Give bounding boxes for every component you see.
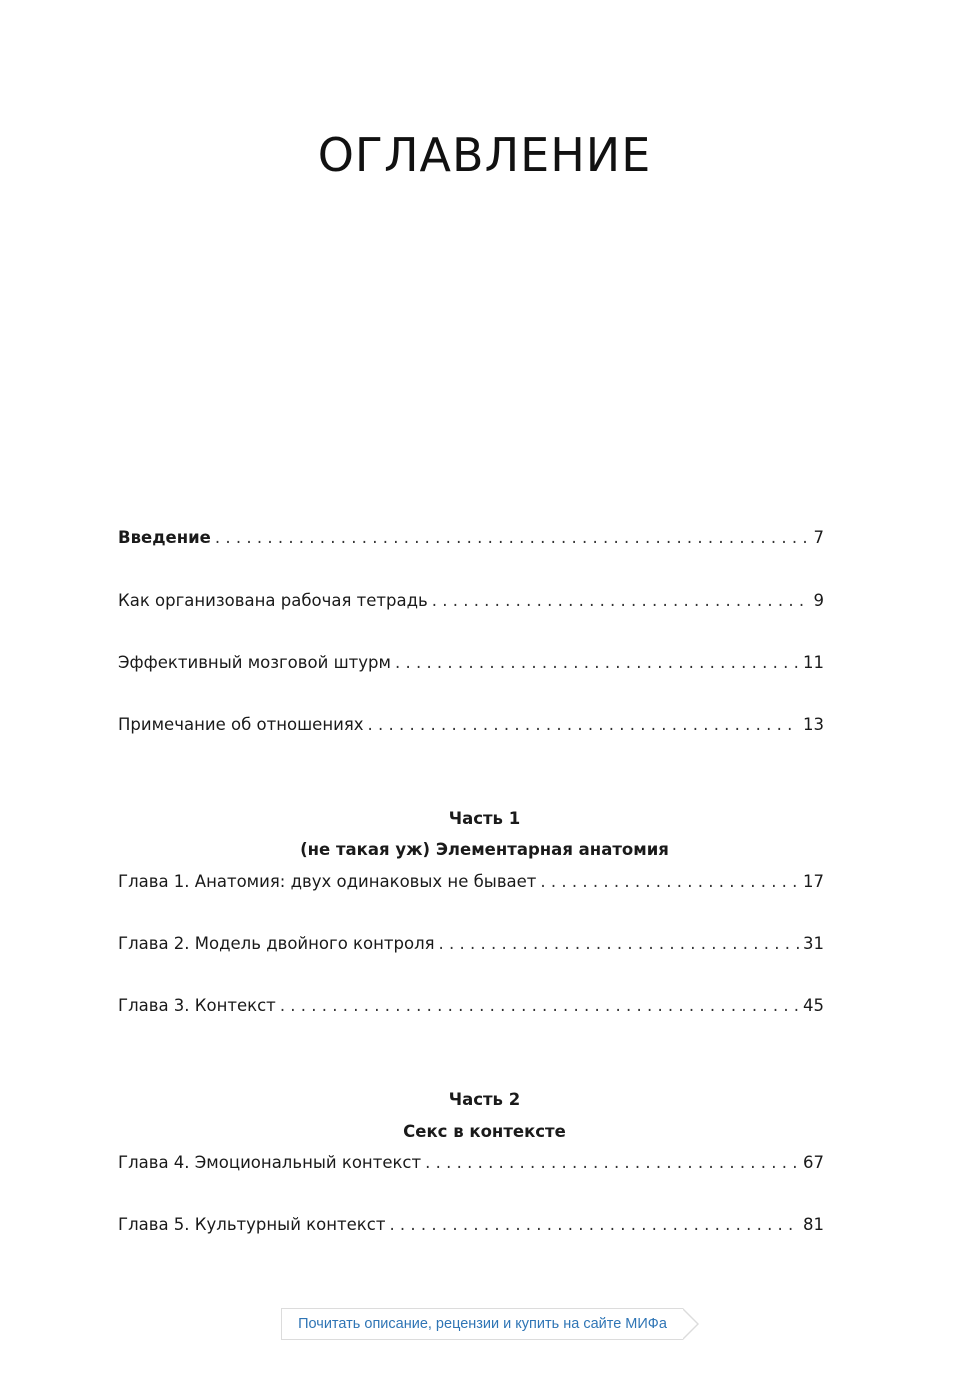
toc-entry-brainstorm[interactable]	[118, 651, 824, 675]
toc-entry-chapter-5[interactable]	[118, 1213, 824, 1237]
toc-entry-label: Как организована рабочая тетрадь	[118, 591, 428, 610]
dot-leader	[395, 651, 799, 675]
toc-entry-chapter-4[interactable]	[118, 1151, 824, 1175]
toc-entry-page: 7	[813, 528, 824, 547]
toc-entry-chapter-3[interactable]	[118, 994, 824, 1018]
toc-entry-label: Введение	[118, 528, 211, 547]
toc-entry-page: 31	[803, 934, 824, 953]
toc-entry-chapter-2[interactable]	[118, 932, 824, 956]
part2-number: Часть 2	[448, 1090, 521, 1109]
toc-entry-chapter-1[interactable]	[118, 870, 824, 894]
toc-entry-page: 13	[803, 715, 824, 734]
toc-entry-relationships-note[interactable]	[118, 713, 824, 737]
part2-title: Секс в контексте	[403, 1122, 566, 1141]
part1-title: (не такая уж) Элементарная анатомия	[300, 840, 669, 859]
dot-leader	[280, 994, 799, 1018]
toc-entry-label: Глава 5. Культурный контекст	[118, 1215, 386, 1234]
toc-entry-page: 17	[803, 872, 824, 891]
page-title: ОГЛАВЛЕНИЕ	[317, 128, 652, 182]
toc-entry-label: Примечание об отношениях	[118, 715, 364, 734]
toc-entry-label: Глава 4. Эмоциональный контекст	[118, 1153, 422, 1172]
dot-leader	[368, 713, 799, 737]
toc-entry-introduction[interactable]	[118, 526, 824, 550]
toc-entry-page: 67	[803, 1153, 824, 1172]
buy-on-mif-link-label: Почитать описание, рецензии и купить на сайте МИФа	[298, 1316, 667, 1332]
dot-leader	[215, 526, 810, 550]
toc-entry-workbook-organization[interactable]	[118, 589, 824, 613]
toc-entry-label: Глава 1. Анатомия: двух одинаковых не бывает	[118, 872, 537, 891]
dot-leader	[425, 1151, 799, 1175]
dot-leader	[540, 870, 799, 894]
toc-entry-label: Глава 2. Модель двойного контроля	[118, 934, 435, 953]
toc-entry-page: 81	[803, 1215, 824, 1234]
toc-entry-page: 11	[803, 653, 824, 672]
toc-entry-label: Эффективный мозговой штурм	[118, 653, 391, 672]
buy-on-mif-link[interactable]	[281, 1308, 683, 1340]
part1-number: Часть 1	[448, 809, 521, 828]
dot-leader	[439, 932, 799, 956]
dot-leader	[389, 1213, 799, 1237]
toc-entry-page: 45	[803, 996, 824, 1015]
dot-leader	[432, 589, 810, 613]
toc-entry-page: 9	[813, 591, 824, 610]
arrow-tab-icon	[683, 1308, 699, 1340]
toc-entry-label: Глава 3. Контекст	[118, 996, 276, 1015]
